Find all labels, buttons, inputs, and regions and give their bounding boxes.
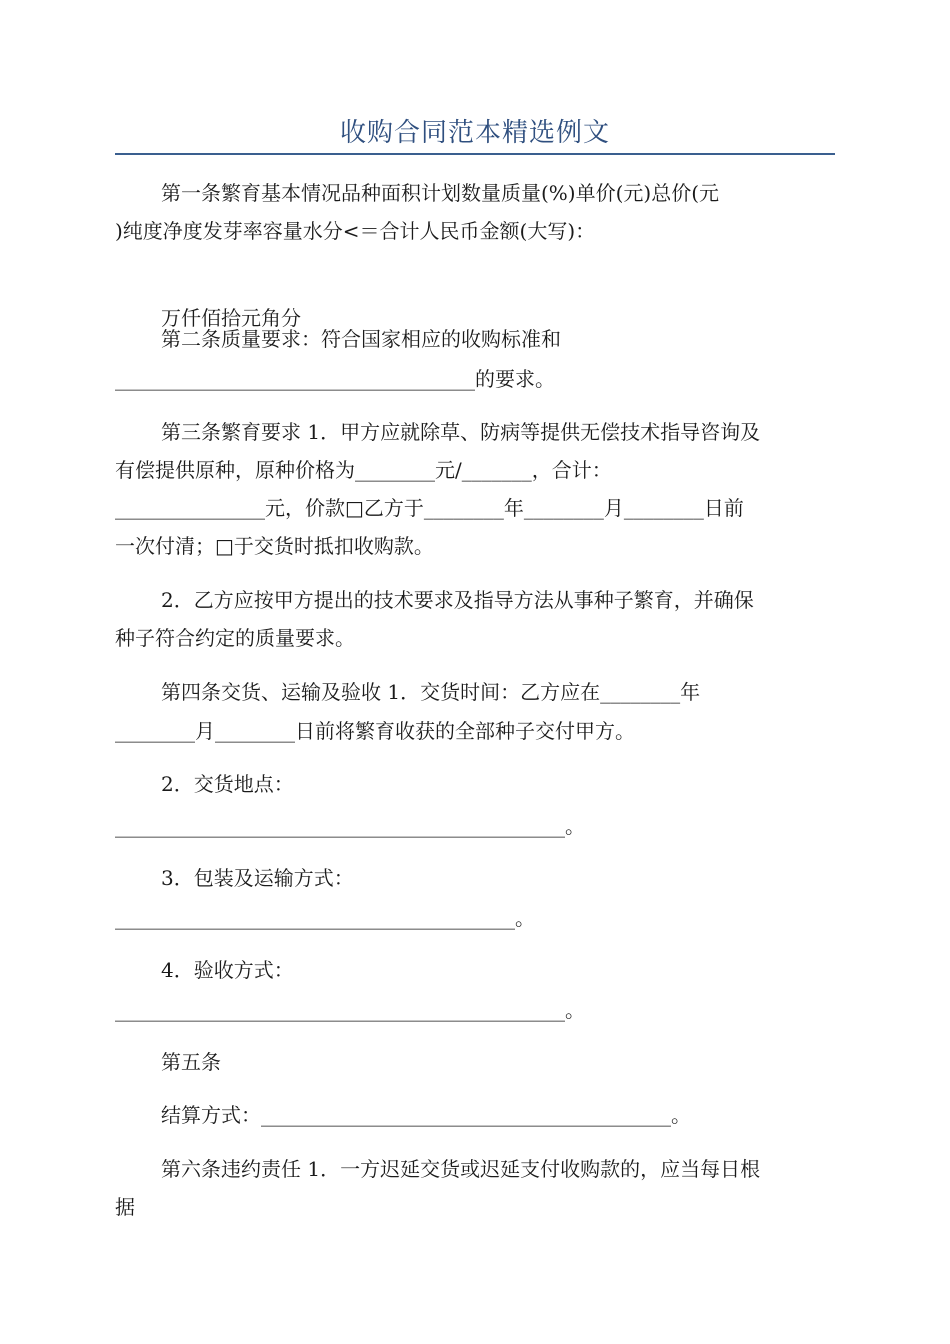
clause-5-heading: 第五条 (161, 1050, 221, 1074)
clause-6-line-1: 第六条违约责任 1．一方迟延交货或迟延支付收购款的，应当每日根 (161, 1157, 761, 1181)
document-title: 收购合同范本精选例文 (339, 118, 610, 148)
clause-3-line-1: 第三条繁育要求 1．甲方应就除草、防病等提供无偿技术指导咨询及 (161, 420, 761, 444)
clause-4-item-2-blank: _____________________________________________。 (115, 814, 585, 838)
clause-4-line-2: ________月________日前将繁育收获的全部种子交付甲方。 (115, 719, 635, 743)
clause-4-line-1: 第四条交货、运输及验收 1．交货时间：乙方应在________年 (161, 680, 701, 704)
clause-4-item-3-blank: ________________________________________。 (115, 906, 535, 930)
title-divider (115, 153, 835, 155)
clause-4-item-2-label: 2．交货地点： (161, 772, 294, 796)
clause-4-item-4-label: 4．验收方式： (161, 958, 294, 982)
clause-1-line-1: 第一条繁育基本情况品种面积计划数量质量(%)单价(元)总价(元 (161, 181, 720, 205)
clause-4-item-4-blank: _____________________________________________。 (115, 998, 585, 1022)
clause-4-item-3-label: 3．包装及运输方式： (161, 866, 354, 890)
clause-3-line-4: 一次付清；□于交货时抵扣收购款。 (115, 534, 434, 558)
clause-1-line-2: )纯度净度发芽率容量水分<＝合计人民币金额(大写)： (115, 219, 596, 243)
clause-3-line-3: _______________元，价款□乙方于________年________月________日前 (115, 496, 744, 520)
clause-6-line-2: 据 (115, 1195, 135, 1219)
settlement-method: 结算方式：_________________________________________。 (161, 1103, 691, 1127)
clause-3-item-2-line-1: 2．乙方应按甲方提出的技术要求及指导方法从事种子繁育，并确保 (161, 588, 754, 612)
clause-3-item-2-line-2: 种子符合约定的质量要求。 (115, 626, 355, 650)
clause-3-line-2: 有偿提供原种，原种价格为________元/_______，合计： (115, 458, 612, 482)
clause-2-line-2: ____________________________________的要求。 (115, 367, 555, 391)
clause-1-amount: 万仟佰拾元角分 (161, 306, 301, 330)
clause-2-line-1: 第二条质量要求：符合国家相应的收购标准和 (161, 327, 561, 351)
